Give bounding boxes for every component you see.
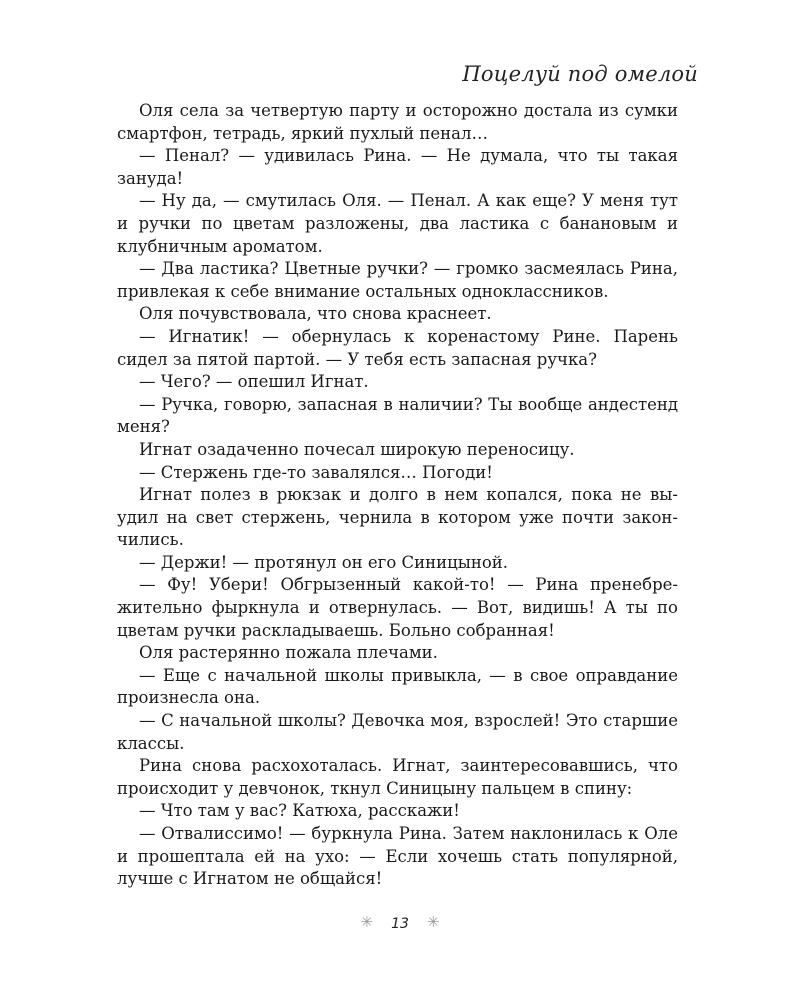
paragraph: — Ну да, — смутилась Оля. — Пенал. А как еще? У меня тут и ручки по цветам разложены, два ластика с банановым и клубничным ароматом. [117, 191, 678, 256]
paragraph: — Еще с начальной школы привыкла, — в свое оправдание произнесла она. [117, 665, 678, 708]
ornament-left-icon: ✳ [360, 913, 374, 931]
page-number: 13 [391, 916, 409, 932]
paragraph: — Два ластика? Цветные ручки? — громко засмеялась Рина, привлекая к себе внимание остальных одноклассников. [117, 259, 678, 301]
paragraph: — Ручка, говорю, запасная в наличии? Ты вообще андестенд меня? [117, 394, 678, 437]
paragraph: — Держи! — протянул он его Синицыной. [139, 552, 509, 572]
paragraph: — Стержень где-то завалялся… Погоди! [139, 462, 493, 482]
paragraph: Игнат озадаченно почесал широкую переносицу. [139, 439, 575, 459]
running-header: Поцелуй под омелой [462, 62, 698, 86]
paragraph: — Фу! Убери! Обгрызенный какой-то! — Рина пренебрежительно фыркнула и отвернулась. — Вот, видишь! А ты по цветам ручки раскладываешь. Больно собранная! [117, 575, 678, 640]
paragraph: Рина снова расхохоталась. Игнат, заинтересовавшись, что происходит у девчонок, ткнул Синицыну пальцем в спину: [117, 756, 678, 798]
paragraph: — Игнатик! — обернулась к коренастому Рине. Парень сидел за пятой партой. — У тебя есть запасная ручка? [117, 326, 678, 369]
paragraph: Оля почувствовала, что снова краснеет. [139, 304, 492, 324]
paragraph: — Пенал? — удивилась Рина. — Не думала, что ты такая зануда! [117, 146, 678, 188]
paragraph: — Отвалиссимо! — буркнула Рина. Затем наклонилась к Оле и прошептала ей на ухо: — Если хочешь стать популярной, лучше с Игнатом не общайся! [117, 824, 678, 889]
paragraph: — С начальной школы? Девочка моя, взрослей! Это старшие классы. [117, 711, 678, 753]
paragraph: — Чего? — опешил Игнат. [139, 372, 369, 392]
body-text [117, 100, 678, 891]
paragraph: Оля села за четвертую парту и осторожно достала из сумки смартфон, тетрадь, яркий пухлый пенал… [117, 101, 678, 143]
paragraph: Игнат полез в рюкзак и долго в нем копался, пока не выудил на свет стержень, чернила в котором уже почти закончились. [117, 485, 678, 550]
page-footer [0, 913, 800, 932]
paragraph: Оля растерянно пожала плечами. [139, 643, 438, 663]
ornament-right-icon: ✳ [426, 913, 440, 931]
paragraph: — Что там у вас? Катюха, расскажи! [139, 801, 460, 821]
